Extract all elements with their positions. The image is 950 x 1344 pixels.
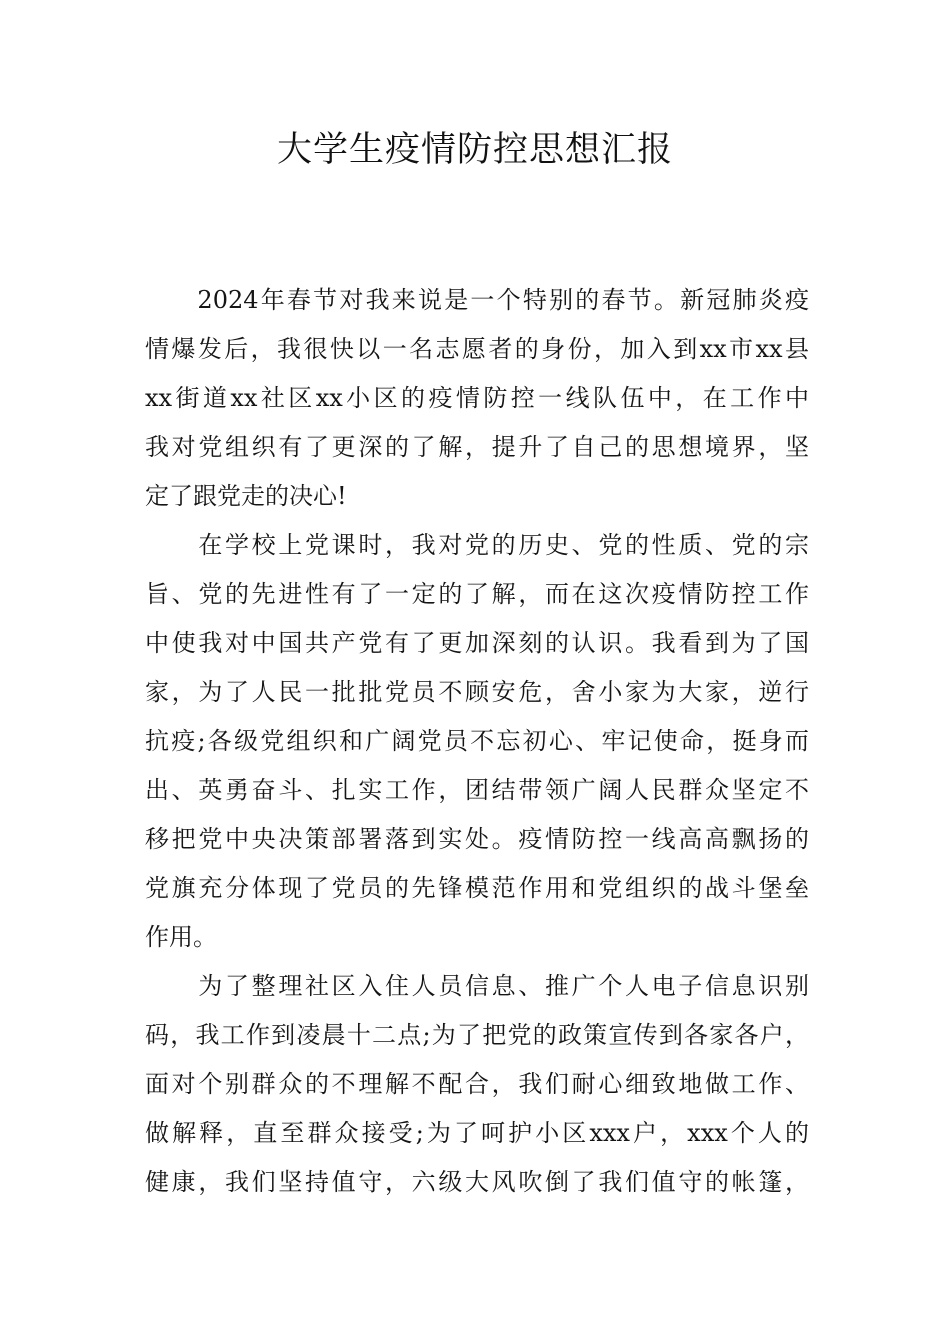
text-line: 为了整理社区入住人员信息、推广个人电子信息识别	[145, 972, 809, 1000]
text-line: 旨、党的先进性有了一定的了解，而在这次疫情防控工作	[145, 580, 809, 608]
text-line: 情爆发后，我很快以一名志愿者的身份，加入到xx市xx县	[145, 335, 809, 363]
text-line: xx街道xx社区xx小区的疫情防控一线队伍中，在工作中	[145, 384, 809, 412]
paragraph-2	[145, 521, 809, 962]
paragraph-1	[145, 276, 809, 521]
text-line: 抗疫;各级党组织和广阔党员不忘初心、牢记使命，挺身而	[145, 727, 809, 755]
text-line: 党旗充分体现了党员的先锋模范作用和党组织的战斗堡垒	[145, 874, 809, 902]
text-line: 中使我对中国共产党有了更加深刻的认识。我看到为了国	[145, 629, 809, 657]
text-line: 作用。	[145, 923, 217, 951]
document-body	[145, 276, 809, 1207]
text-line: 码，我工作到凌晨十二点;为了把党的政策宣传到各家各户，	[145, 1021, 809, 1049]
text-line: 移把党中央决策部署落到实处。疫情防控一线高高飘扬的	[145, 825, 809, 853]
paragraph-3	[145, 962, 809, 1207]
text-line: 家，为了人民一批批党员不顾安危，舍小家为大家，逆行	[145, 678, 809, 706]
text-line: 定了跟党走的决心!	[145, 482, 347, 510]
text-line: 做解释，直至群众接受;为了呵护小区xxx户，xxx个人的	[145, 1119, 809, 1147]
document-title: 大学生疫情防控思想汇报	[276, 130, 673, 170]
text-line: 出、英勇奋斗、扎实工作，团结带领广阔人民群众坚定不	[145, 776, 809, 804]
text-line: 2024年春节对我来说是一个特别的春节。新冠肺炎疫	[145, 286, 809, 314]
text-line: 健康，我们坚持值守，六级大风吹倒了我们值守的帐篷，	[145, 1168, 809, 1196]
text-line: 在学校上党课时，我对党的历史、党的性质、党的宗	[145, 531, 809, 559]
text-line: 我对党组织有了更深的了解，提升了自己的思想境界，坚	[145, 433, 809, 461]
text-line: 面对个别群众的不理解不配合，我们耐心细致地做工作、	[145, 1070, 809, 1098]
